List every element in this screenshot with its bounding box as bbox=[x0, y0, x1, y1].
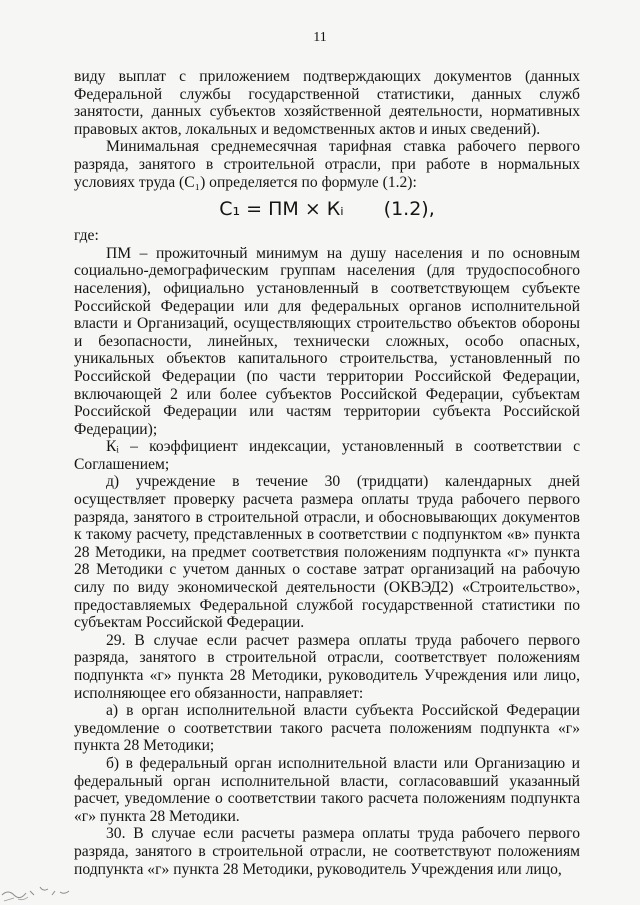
paragraph-ki-definition: Кᵢ – коэффициент индексации, установленный в соответствии с Соглашением; bbox=[74, 438, 580, 473]
paragraph-continuation: виду выплат с приложением подтверждающих документов (данных Федеральной службы государственной статистики, данных служб занятости, данных субъектов хозяйственной деятельности, нормативных правовых актов, локальных и ведомственных актов и иных сведений). bbox=[74, 68, 580, 138]
paragraph-29-b: б) в федеральный орган исполнительной власти или Организацию и федеральный орган исполнительной власти, согласовавший указанный расчет, уведомление о соответствии такого расчета положениям подпункта «г» пункта 28 Методики. bbox=[74, 754, 580, 825]
paragraph-29-a: а) в орган исполнительной власти субъекта Российской Федерации уведомление о соответствии такого расчета положениям подпункта «г» пункта 28 Методики; bbox=[74, 702, 580, 755]
formula-1-2 bbox=[74, 196, 580, 222]
paragraph-where: где: bbox=[74, 227, 99, 245]
paragraph-29: 29. В случае если расчет размера оплаты труда рабочего первого разряда, занятого в строительной отрасли, соответствует положениям подпункта «г» пункта 28 Методики, руководитель Учреждения или лицо, исполняющее его обязанности, направляет: bbox=[74, 631, 580, 702]
document-body bbox=[74, 68, 580, 878]
paragraph-30: 30. В случае если расчеты размера оплаты труда рабочего первого разряда, занятого в строительной отрасли, не соответствуют положениям подпункта «г» пункта 28 Методики, руководитель Учреждения или лицо, bbox=[74, 825, 580, 878]
formula-expression: С₁ = ПМ × Кᵢ bbox=[219, 198, 344, 221]
page-number: 11 bbox=[313, 30, 327, 45]
formula-number: (1.2), bbox=[383, 198, 435, 221]
paragraph-d: д) учреждение в течение 30 (тридцати) календарных дней осуществляет проверку расчета размера оплаты труда рабочего первого разряда, занятого в строительной отрасли, и обосновывающих документов к такому расчету, представленных в соответствии с подпунктом «в» пункта 28 Методики, на предмет соответствия положениям подпункта «г» пункта 28 Методики с учетом данных о составе затрат организаций на рабочую силу по виду экономической деятельности (ОКВЭД2) «Строительство», предоставляемых Федеральной службой государственной статистики по субъектам Российской Федерации. bbox=[74, 473, 580, 632]
paragraph-min-rate: Минимальная среднемесячная тарифная ставка рабочего первого разряда, занятого в строительной отрасли, при работе в нормальных условиях труда (С₁) определяется по формуле (1.2): bbox=[74, 138, 580, 191]
paragraph-pm-definition: ПМ – прожиточный минимум на душу населения и по основным социально-демографическим группам населения (для трудоспособного населения), официально установленный в соответствующем субъекте Российской Федерации или для федеральных органов исполнительной власти и Организаций, осуществляющих строительство объектов обороны и безопасности, линейных, технически сложных, особо опасных, уникальных объектов капитального строительства, установленный по Российской Федерации (по части территории Российской Федерации, включающей 2 или более субъектов Российской Федерации, субъектам Российской Федерации или частям территории субъекта Российской Федерации); bbox=[74, 244, 580, 438]
scan-mark-icon bbox=[0, 865, 120, 905]
